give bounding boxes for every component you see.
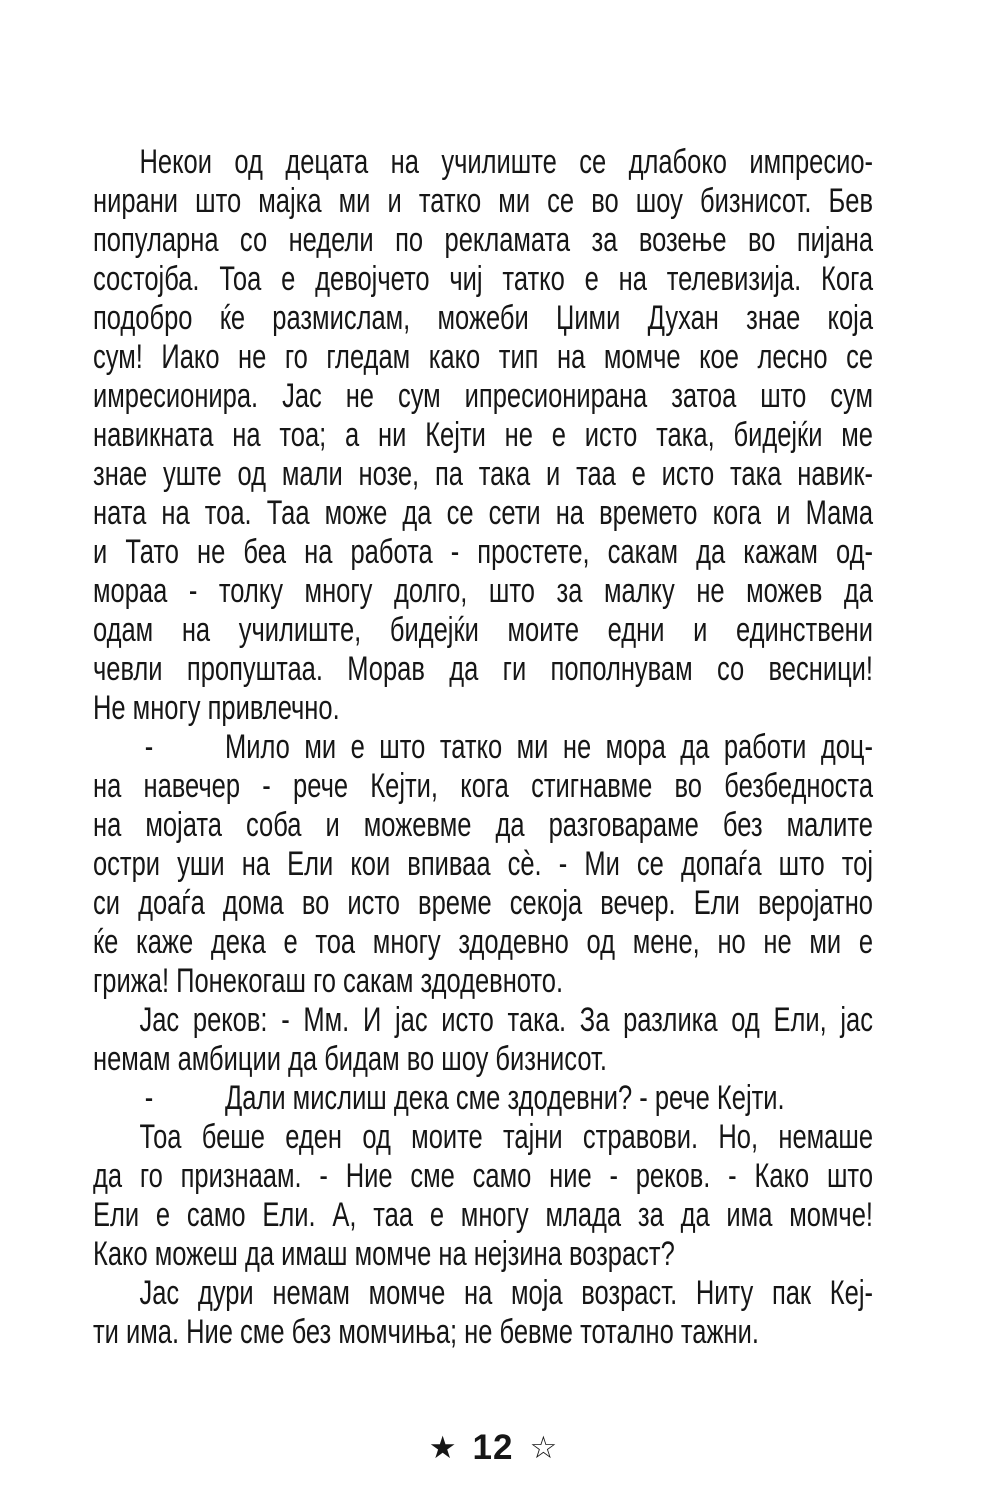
text-line: грижа! Понекогаш го сакам здодевното. (93, 962, 564, 1000)
text-line: имресионира. Јас не сум ипресионирана затоа што сум (93, 377, 873, 415)
page-footer (0, 1428, 986, 1468)
text-line: и Тато не беа на работа - простете, сакам да кажам од- (93, 533, 873, 571)
text-line: Не многу привлечно. (93, 689, 340, 727)
text-line: нирани што мајка ми и татко ми се во шоу бизнисот. Бев (93, 182, 873, 220)
text-line: Ели е само Ели. А, таа е многу млада за да има момче! (93, 1196, 873, 1234)
outline-star-icon: ☆ (529, 1430, 558, 1466)
text-line: популарна со недели по рекламата за возење во пијана (93, 221, 873, 259)
text-line: знае уште од мали нозе, па така и таа е исто така навик- (93, 455, 873, 493)
text-line: на мојата соба и можевме да разговараме без малите (93, 806, 873, 844)
text-line: - Дали мислиш дека сме здодевни? - рече Кејти. (144, 1079, 785, 1117)
text-line: ќе каже дека е тоа многу здодевно од мене, но не ми е (93, 923, 873, 961)
text-line: Тоа беше еден од моите тајни стравови. Но, немаше (139, 1118, 873, 1156)
text-line: подобро ќе размислам, можеби Џими Духан знае која (93, 299, 873, 337)
dialog-dash: - (144, 728, 154, 766)
text-line: Како можеш да имаш момче на нејзина возраст? (93, 1235, 675, 1273)
body-text (93, 143, 873, 1352)
text-line: да го признаам. - Ние сме само ние - реков. - Како што (93, 1157, 873, 1195)
text-line: сум! Иако не го гледам како тип на момче кое лесно се (93, 338, 873, 376)
text-line: ти има. Ние сме без момчиња; не бевме тотално тажни. (93, 1313, 759, 1351)
text-line: остри уши на Ели кои впиваа сѐ. - Ми се допаѓа што тој (93, 845, 873, 883)
text-line: мораа - толку многу долго, што за малку не можев да (93, 572, 873, 610)
text-line: Јас реков: - Мм. И јас исто така. За разлика од Ели, јас (139, 1001, 873, 1039)
page-number: 12 (472, 1428, 514, 1467)
text-line: си доаѓа дома во исто време секоја вечер. Ели веројатно (93, 884, 873, 922)
filled-star-icon: ★ (428, 1430, 457, 1466)
text-line: - Мило ми е што татко ми не мора да работи доц- (144, 728, 873, 766)
text-line: состојба. Тоа е девојчето чиј татко е на телевизија. Кога (93, 260, 873, 298)
text-line: немам амбиции да бидам во шоу бизнисот. (93, 1040, 607, 1078)
text-line: чевли пропуштаа. Морав да ги пополнувам со весници! (93, 650, 873, 688)
text-line: одам на училиште, бидејќи моите едни и единствени (93, 611, 873, 649)
dialog-dash: - (144, 1079, 154, 1117)
text-line: ната на тоа. Таа може да се сети на времето кога и Мама (93, 494, 873, 532)
text-line: навикната на тоа; а ни Кејти не е исто така, бидејќи ме (93, 416, 873, 454)
text-line: Јас дури немам момче на моја возраст. Ниту пак Кеј- (139, 1274, 873, 1312)
text-line: Некои од децата на училиште се длабоко импресио- (139, 143, 873, 181)
text-line: на навечер - рече Кејти, кога стигнавме во безбедноста (93, 767, 873, 805)
